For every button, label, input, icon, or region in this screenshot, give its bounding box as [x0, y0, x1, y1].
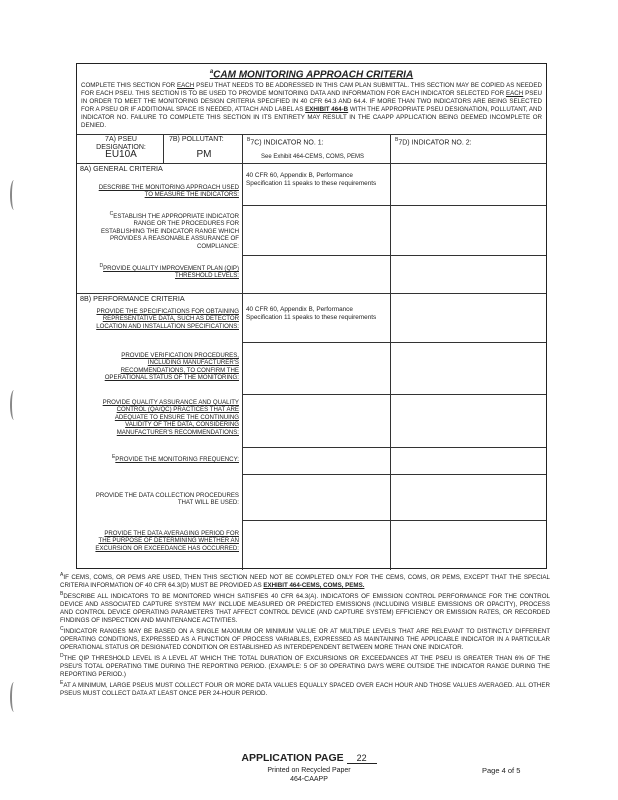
- performance-criteria-heading: 8B) PERFORMANCE CRITERIA: [80, 294, 185, 303]
- footnote-e: $^E$AT A MINIMUM, LARGE PSEUS MUST COLLECT FOUR OR MORE DATA VALUES EQUALLY SPACED OVER EACH HOUR AND THOSE VALUES AVERAGED. ALL OTHER PSEUS MUST COLLECT DATA AT LEAST ONCE PER 24-HOUR PERIOD.: [60, 680, 550, 698]
- recycled-paper-note: Printed on Recycled Paper: [267, 767, 351, 774]
- application-page-title: APPLICATION PAGE 22: [0, 752, 618, 764]
- qip-threshold-label: $^D$PROVIDE QUALITY IMPROVEMENT PLAN (QIP) THRESHOLD LEVELS:: [99, 263, 239, 280]
- monitoring-approach-label: DESCRIBE THE MONITORING APPROACH USED TO MEASURE THE INDICATORS:: [98, 184, 239, 199]
- page-number: Page 4 of 5: [482, 766, 521, 775]
- footnote-d: $^D$THE QIP THRESHOLD LEVEL IS A LEVEL AT WHICH THE TOTAL DURATION OF EXCURSIONS OR EXCEEDANCES AT THE PSEU IS GREATER THAN 6% OF THE PSEU'S TOTAL OPERATING TIME DURING THE REPORTING PERIOD. (EXAMPLE: 5 OF 30 OPERATING DAYS WERE OUTSIDE THE INDICATOR RANGE DURING THE REPORTING PERIOD.): [60, 653, 550, 679]
- footnote-b: $^B$DESCRIBE ALL INDICATORS TO BE MONITORED WHICH SATISFIES 40 CFR 64.3(A). INDICATORS OF EMISSION CONTROL PERFORMANCE FOR THE CONTROL DEVICE AND ASSOCIATED CAPTURE SYSTEM MAY INCLUDE MEASURED OR PREDICTED EMISSIONS (INCLUDING VISIBLE EMISSIONS OR OPACITY), PROCESS AND CONTROL DEVICE OPERATING PARAMETERS THAT AFFECT CONTROL DEVICE (AND CAPTURE SYSTEM) EFFICIENCY OR EMISSION RATES, OR RECORDED FINDINGS OF INSPECTION AND MAINTENANCE ACTIVITIES.: [60, 591, 550, 625]
- monitoring-approach-value: 40 CFR 60, Appendix B, Performance Specification 11 speaks to these requirements: [246, 172, 377, 187]
- indicator-2-label: $^B$7D) INDICATOR NO. 2:: [395, 137, 472, 147]
- form-instructions: COMPLETE THIS SECTION FOR EACH PSEU THAT NEEDS TO BE ADDRESSED IN THIS CAM PLAN SUBMITTAL. THIS SECTION MAY BE COPIED AS NEEDED FOR EACH PSEU. THIS SECTION IS TO BE USED TO PROVIDE MONITORING DATA AND INFORMATION FOR EACH INDICATOR SELECTED FOR EACH PSEU IN ORDER TO MEET THE MONITORING DESIGN CRITERIA SPECIFIED IN 40 CFR 64.3 AND 64.4. IF MORE THAN TWO INDICATORS ARE BEING SELECTED FOR A PSEU OR IF ADDITIONAL SPACE IS NEEDED, ATTACH AND LABEL AS EXHIBIT 464-B WITH THE APPROPRIATE PSEU DESIGNATION, POLLUTANT, AND INDICATOR NO. FAILURE TO COMPLETE THIS SECTION IN ITS ENTIRETY MAY RESULT IN THE CAAPP APPLICATION BEING DEEMED INCOMPLETE OR DENIED.: [81, 82, 542, 129]
- punch-hole-mark: [10, 180, 18, 210]
- punch-hole-mark: [10, 682, 18, 712]
- monitoring-frequency-label: $^E$PROVIDE THE MONITORING FREQUENCY:: [111, 454, 239, 464]
- punch-hole-mark: [10, 390, 18, 420]
- qa-qc-practices-label: PROVIDE QUALITY ASSURANCE AND QUALITY CONTROL (QA/QC) PRACTICES THAT ARE ADEQUATE TO ENSURE THE CONTINUING VALIDITY OF THE DATA, CONSIDERING MANUFACTURER'S RECOMMENDATIONS:: [102, 399, 239, 436]
- form-code: 464-CAAPP: [290, 776, 328, 783]
- cam-criteria-form: [76, 63, 547, 569]
- indicator-1-label: $^B$7C) INDICATOR NO. 1:: [247, 137, 324, 147]
- footnote-a: $^A$IF CEMS, COMS, OR PEMS ARE USED, THEN THIS SECTION NEED NOT BE COMPLETED ONLY FOR THE CEMS, COMS, OR PEMS, EXCEPT THAT THE SPECIAL CRITERIA INFORMATION OF 40 CFR 64.3(D) MUST BE PROVIDED AS EXHIBIT 464-CEMS, COMS, PEMS.: [60, 572, 550, 590]
- verification-procedures-label: PROVIDE VERIFICATION PROCEDURES, INCLUDING MANUFACTURER'S RECOMMENDATIONS, TO CONFIRM THE OPERATIONAL STATUS OF THE MONITORING:: [104, 352, 239, 382]
- indicator-range-label: $^C$ESTABLISH THE APPROPRIATE INDICATOR RANGE OR THE PROCEDURES FOR ESTABLISHING THE INDICATOR RANGE WHICH PROVIDES A REASONABLE ASSURANCE OF COMPLIANCE:: [100, 211, 239, 250]
- specifications-value: 40 CFR 60, Appendix B, Performance Specification 11 speaks to these requirements: [246, 306, 377, 321]
- form-title: $^a$CAM MONITORING APPROACH CRITERIA: [209, 69, 414, 81]
- pseu-designation-label: 7A) PSEU DESIGNATION:: [96, 136, 146, 151]
- averaging-period-label: PROVIDE THE DATA AVERAGING PERIOD FOR THE PURPOSE OF DETERMINING WHETHER AN EXCURSION OR EXCEEDANCE HAS OCCURRED:: [95, 530, 239, 552]
- indicator-1-value: See Exhibit 464-CEMS, COMS, PEMS: [261, 154, 365, 160]
- pseu-designation-value: EU10A: [105, 149, 137, 160]
- footnotes: [60, 571, 550, 698]
- application-page-number: 22: [347, 753, 377, 764]
- footnote-c: $^C$INDICATOR RANGES MAY BE BASED ON A SINGLE MAXIMUM OR MINIMUM VALUE OR AT MULTIPLE LEVELS THAT ARE RELEVANT TO DISTINCTLY DIFFERENT OPERATING CONDITIONS, EXPRESSED AS A FUNCTION OF PROCESS VARIABLES, EXPRESSED AS MAINTAINING THE APPLICABLE INDICATOR IN A PARTICULAR OPERATIONAL STATUS OR DESIGNATED CONDITION OR ESTABLISHED AS INTERDEPENDENT BETWEEN MORE THAN ONE INDICATOR.: [60, 626, 550, 652]
- pollutant-value: PM: [196, 149, 212, 160]
- pollutant-label: 7B) POLLUTANT:: [169, 136, 224, 143]
- specifications-label: PROVIDE THE SPECIFICATIONS FOR OBTAINING REPRESENTATIVE DATA, SUCH AS DETECTOR LOCATION AND INSTALLATION SPECIFICATIONS:: [96, 308, 239, 330]
- data-collection-label: PROVIDE THE DATA COLLECTION PROCEDURES THAT WILL BE USED:: [95, 492, 239, 507]
- general-criteria-heading: 8A) GENERAL CRITERIA: [80, 164, 163, 173]
